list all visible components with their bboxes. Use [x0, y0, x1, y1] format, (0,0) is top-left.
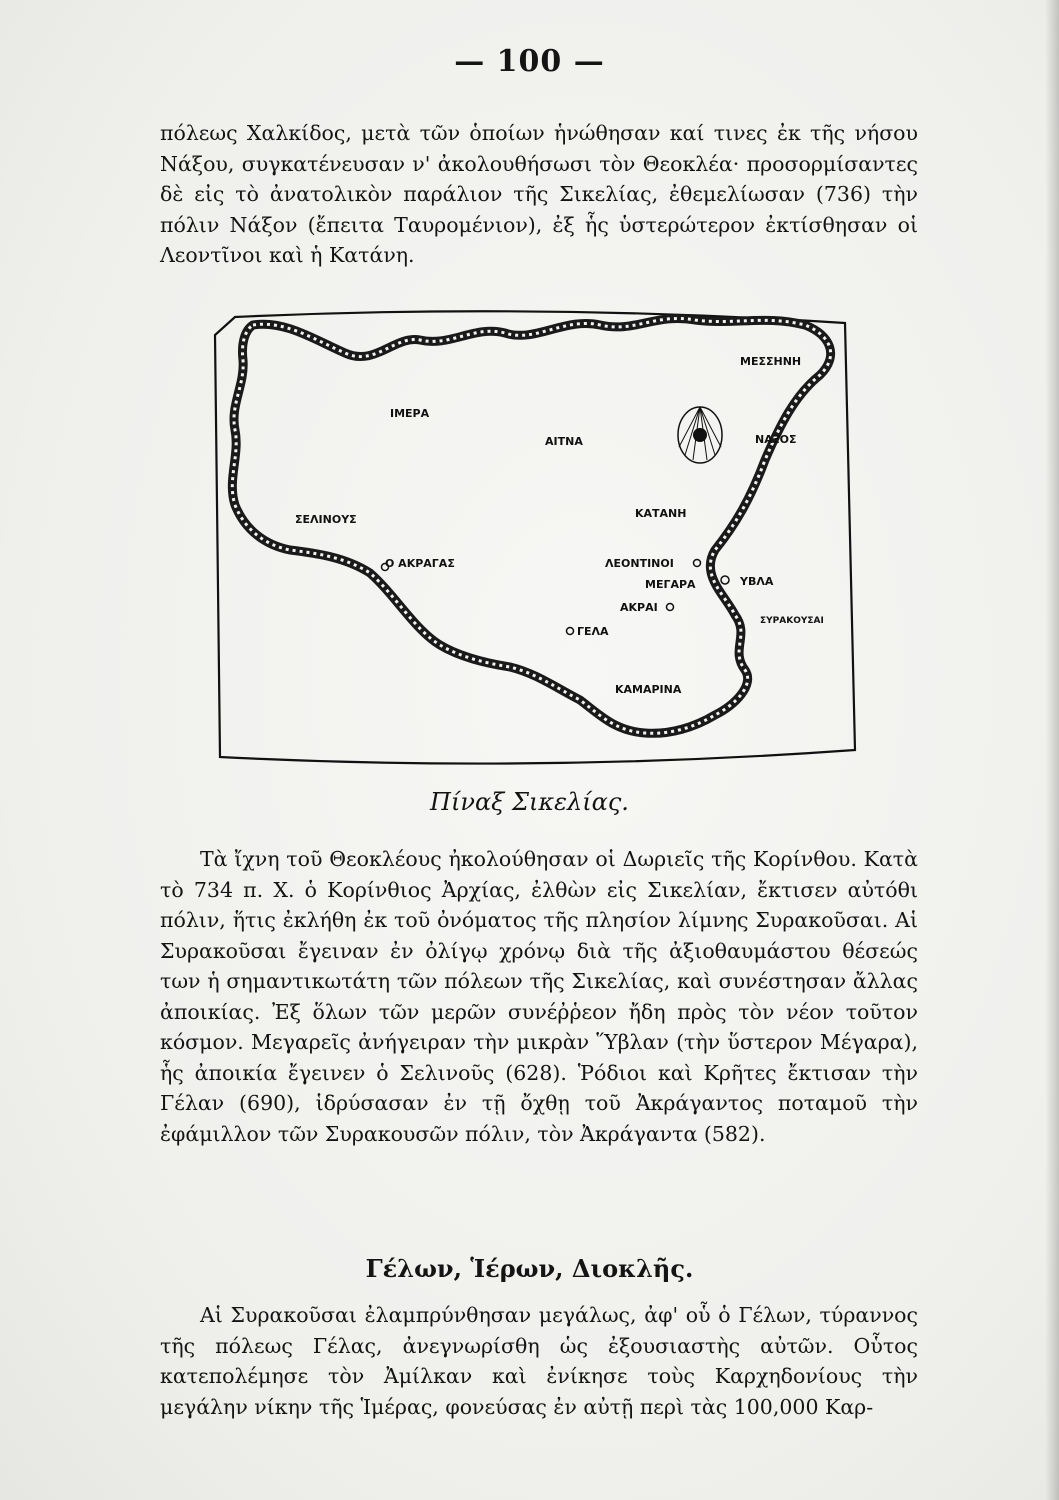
label-naxos: ΝΑΞΟΣ: [755, 433, 797, 446]
label-gela: ΓΕΛΑ: [577, 625, 609, 638]
label-aitna: ΑΙΤΝΑ: [545, 435, 583, 448]
label-akragas: Ο ΑΚΡΑΓΑΣ: [385, 557, 455, 570]
label-leontinoi: ΛΕΟΝΤΙΝΟΙ: [605, 557, 674, 570]
map-frame: [215, 311, 855, 763]
label-ybla: ΥΒΛΑ: [740, 575, 774, 588]
label-kamarina: ΚΑΜΑΡΙΝΑ: [615, 683, 682, 696]
paragraph-1: [160, 118, 918, 271]
town-marker-leontinoi: [694, 560, 701, 567]
paragraph-2: [160, 844, 918, 1149]
label-katani: ΚΑΤΑΝΗ: [635, 507, 687, 520]
page-number: — 100 —: [454, 44, 605, 79]
town-marker-akrai: [667, 604, 674, 611]
label-selinous: ΣΕΛΙΝΟΥΣ: [295, 513, 357, 526]
label-megara: ΜΕΓΑΡΑ: [645, 578, 696, 591]
paragraph-1-text: πόλεως Χαλκίδος, μετὰ τῶν ὁποίων ἡνώθησαν καί τινες ἐκ τῆς νήσου Νάξου, συγκατένευσαν ν' ἀκολουθήσωσι τὸν Θεοκλέα· προσορμίσαντες δὲ εἰς τὸ ἀνατολικὸν παράλιον τῆς Σικελίας, ἐθεμελίωσαν (736) τὴν πόλιν Νάξον (ἔπειτα Ταυρομένιον), ἐξ ἧς ὑστερώτερον ἐκτίσθησαν οἱ Λεοντῖνοι καὶ ἡ Κατάνη.: [160, 121, 918, 267]
label-imera: ΙΜΕΡΑ: [390, 407, 430, 420]
town-marker-gela: [567, 628, 574, 635]
label-messini: ΜΕΣΣΗΝΗ: [740, 355, 802, 368]
map-caption: Πίναξ Σικελίας.: [430, 788, 629, 816]
section-title: Γέλων, Ἱέρων, Διοκλῆς.: [365, 1254, 694, 1283]
paragraph-3-text: Αἱ Συρακοῦσαι ἐλαμπρύνθησαν μεγάλως, ἀφ' οὗ ὁ Γέλων, τύραννος τῆς πόλεως Γέλας, ἀνεγνωρίσθη ὡς ἐξουσιαστὴς αὐτῶν. Οὗτος κατεπολέμησε τὸν Ἀμίλκαν καὶ ἐνίκησε τοὺς Καρχηδονίους τὴν μεγάλην νίκην τῆς Ἱμέρας, φονεύσας ἐν αὐτῇ περὶ τὰς 100,000 Καρ-: [160, 1303, 918, 1419]
map-svg: [205, 295, 865, 780]
town-marker-megara: [721, 576, 729, 584]
map-of-sicily: [205, 295, 865, 780]
label-syrakousai: ΣΥΡΑΚΟΥΣΑΙ: [760, 616, 824, 626]
etna-volcano-icon: [678, 407, 722, 463]
paragraph-3: [160, 1300, 918, 1422]
label-akrai: ΑΚΡΑΙ: [620, 601, 658, 614]
paragraph-2-text: Τὰ ἴχνη τοῦ Θεοκλέους ἠκολούθησαν οἱ Δωριεῖς τῆς Κορίνθου. Κατὰ τὸ 734 π. Χ. ὁ Κορίνθιος Ἀρχίας, ἐλθὼν εἰς Σικελίαν, ἔκτισεν αὐτόθι πόλιν, ἥτις ἐκλήθη ἐκ τοῦ ὀνόματος τῆς πλησίον λίμνης Συρακοῦσαι. Αἱ Συρακοῦσαι ἔγειναν ἐν ὀλίγῳ χρόνῳ διὰ τῆς ἀξιοθαυμάστου θέσεώς των ἡ σημαντικωτάτη τῶν πόλεων τῆς Σικελίας, καὶ συνέστησαν ἄλλας ἀποικίας. Ἐξ ὅλων τῶν μερῶν συνέῤῥεον ἤδη πρὸς τὸν νέον τοῦτον κόσμον. Μεγαρεῖς ἀνήγειραν τὴν μικρὰν Ὕβλαν (τὴν ὕστερον Μέγαρα), ἧς ἀποικία ἔγεινεν ὁ Σελινοῦς (628). Ῥόδιοι καὶ Κρῆτες ἔκτισαν τὴν Γέλαν (690), ἱδρύσασαν ἐν τῇ ὄχθῃ τοῦ Ἀκράγαντος ποταμοῦ τὴν ἐφάμιλλον τῶν Συρακουσῶν πόλιν, τὸν Ἀκράγαντα (582).: [160, 847, 918, 1146]
